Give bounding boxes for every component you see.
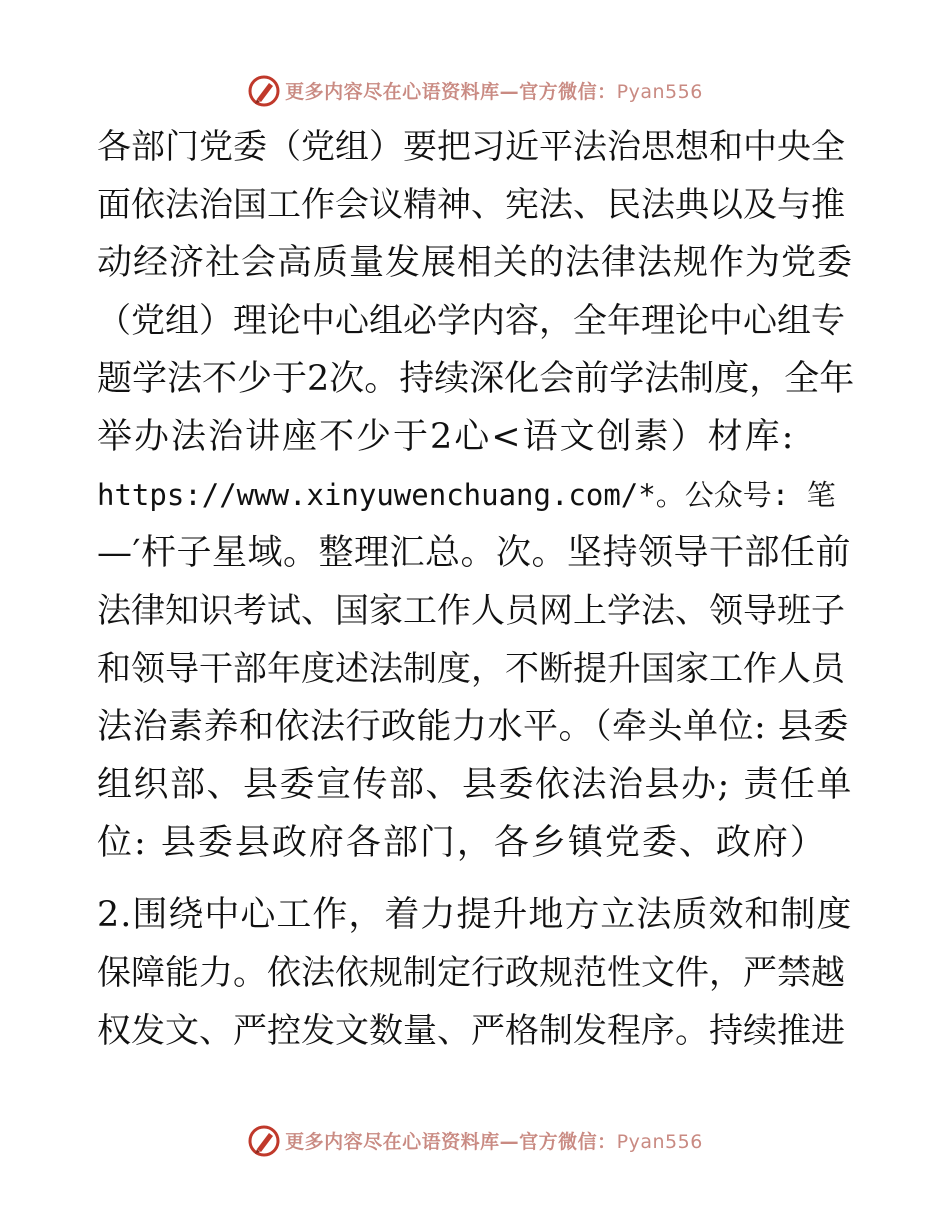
text-line: 法治素养和依法行政能力水平。（牵头单位: 县委: [97, 707, 849, 747]
text-line: 组织部、县委宣传部、县委依法治县办; 责任单: [97, 765, 853, 805]
watermark-text: 更多内容尽在心语资料库—官方微信：Pyan556: [285, 80, 703, 103]
pen-logo-icon: [247, 1123, 281, 1157]
text-line: 2.围绕中心工作，着力提升地方立法质效和制度: [97, 895, 853, 935]
text-line-url: https://www.xinyuwenchuang.com/*。公众号: 笔: [97, 478, 836, 512]
text-line: 面依法治国工作会议精神、宪法、民法典以及与推: [97, 185, 845, 225]
text-line: 题学法不少于2次。持续深化会前学法制度，全年: [97, 359, 855, 399]
document-body: [97, 118, 857, 1060]
text-line: 法律知识考试、国家工作人员网上学法、领导班子: [97, 591, 845, 631]
text-line: 举办法治讲座不少于2心<语文创素）材库:: [97, 417, 796, 457]
text-line: 动经济社会高质量发展相关的法律法规作为党委: [97, 243, 854, 283]
text-line: 和领导干部年度述法制度，不断提升国家工作人员: [97, 649, 845, 689]
text-line: —′杆子星域。整理汇总。次。坚持领导干部任前: [97, 533, 851, 573]
paragraph-2: [97, 886, 857, 1060]
pen-logo-icon: [247, 73, 281, 107]
text-line: （党组）理论中心组必学内容，全年理论中心组专: [97, 301, 845, 341]
text-line: 位: 县委县政府各部门，各乡镇党委、政府）: [97, 823, 827, 863]
watermark-text: 更多内容尽在心语资料库—官方微信：Pyan556: [285, 1130, 703, 1153]
paragraph-spacer: [97, 872, 857, 886]
text-line: 各部门党委（党组）要把习近平法治思想和中央全: [97, 127, 845, 167]
footer-watermark: [0, 1120, 950, 1160]
text-line: 权发文、严控发文数量、严格制发程序。持续推进: [97, 1011, 845, 1051]
header-watermark: [0, 70, 950, 110]
paragraph-1: [97, 118, 857, 872]
text-line: 保障能力。依法依规制定行政规范性文件，严禁越: [97, 953, 845, 993]
